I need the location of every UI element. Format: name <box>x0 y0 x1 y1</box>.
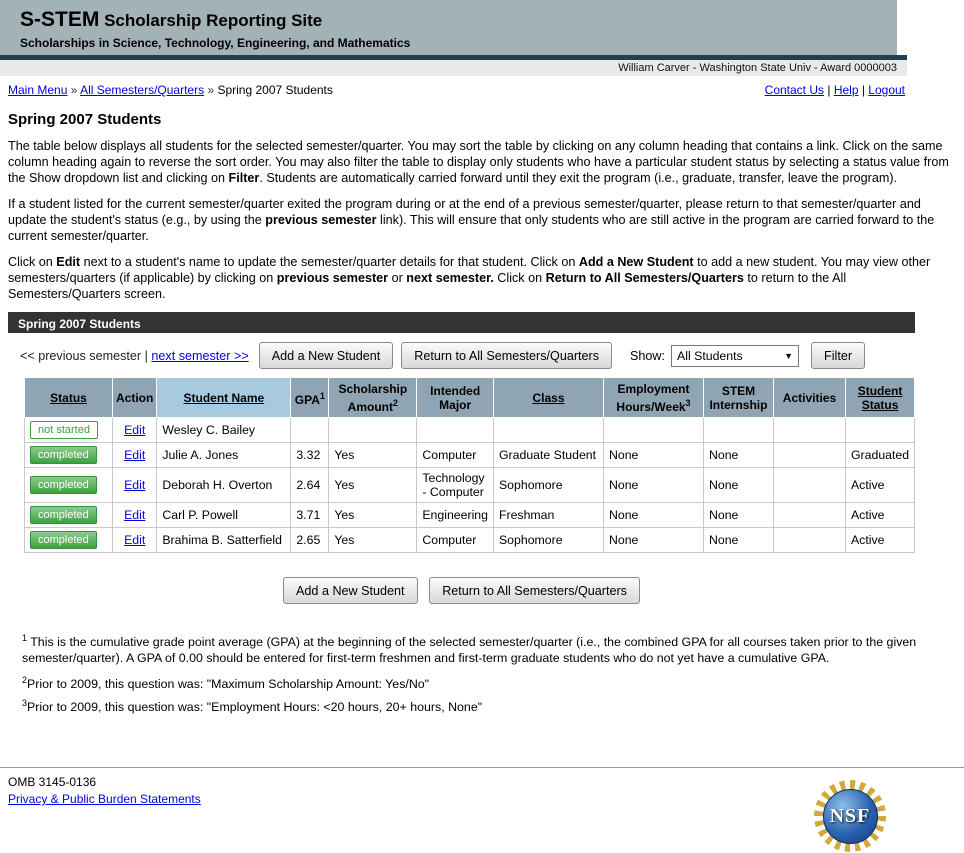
omb-number: OMB 3145-0136 <box>8 775 97 789</box>
cell-class <box>493 418 603 443</box>
footnote: $^3$Prior to 2009, this question was: "Employment Hours: <20 hours, 20+ hours, None" <box>22 698 483 715</box>
column-header-activities: Activities <box>773 378 845 418</box>
action-cell <box>113 443 157 468</box>
cell-student_status <box>845 418 914 443</box>
column-header-name[interactable]: Student Name <box>157 378 291 418</box>
nav-links <box>765 83 905 97</box>
page-title: Spring 2007 Students <box>8 111 162 128</box>
status-cell <box>25 418 113 443</box>
action-cell <box>113 503 157 528</box>
cell-employment: None <box>603 503 703 528</box>
footnote: $^1$ This is the cumulative grade point average (GPA) at the beginning of the selected semester/quarter (i.e., the combined GPA for all courses taken prior to the given semester/quarter). A GPA of 0.00 should be entered for first-term freshmen and first-term graduate students who do not yet have a cumulative GPA. <box>22 633 917 666</box>
cell-internship: None <box>703 528 773 553</box>
intro-paragraph: The table below displays all students for the selected semester/quarter. You may sort the table by clicking on any column heading that contains a link. Click on the same column heading again to reverse the sort order. You may also filter the table to display only students who have a particular student status by selecting a status value from the Show dropdown list and clicking on Filter. Students are automatically carried forward until they exit the program (i.e., graduate, transfer, leave the program). <box>8 139 949 185</box>
cell-class: Sophomore <box>493 468 603 503</box>
status-cell <box>25 503 113 528</box>
cell-student_status: Active <box>845 528 914 553</box>
previous-semester-text: << previous semester <box>20 348 142 363</box>
cell-gpa <box>291 418 329 443</box>
breadcrumb-separator: » <box>67 83 81 97</box>
table-header-row <box>25 378 915 418</box>
footnote: $^2$Prior to 2009, this question was: "Maximum Scholarship Amount: Yes/No" <box>22 675 430 692</box>
footnotes <box>22 630 947 715</box>
semester-nav <box>20 349 249 363</box>
cell-student_status: Active <box>845 503 914 528</box>
column-header-class[interactable]: Class <box>493 378 603 418</box>
site-subtitle: Scholarships in Science, Technology, Engineering, and Mathematics <box>20 36 411 50</box>
next-semester-link[interactable]: next semester >> <box>151 348 249 363</box>
cell-name: Carl P. Powell <box>157 503 291 528</box>
cell-student_status: Graduated <box>845 443 914 468</box>
column-header-action: Action <box>113 378 157 418</box>
nav-link-help[interactable]: Help <box>833 83 859 97</box>
filter-button[interactable]: Filter <box>811 342 865 369</box>
student-row <box>25 443 915 468</box>
masthead <box>0 0 897 55</box>
status-badge: completed <box>30 476 97 494</box>
column-header-major: Intended Major <box>417 378 494 418</box>
show-status-selected-value: All Students <box>677 348 743 363</box>
nav-separator: | <box>824 83 834 97</box>
student-row <box>25 528 915 553</box>
nav-link-logout[interactable]: Logout <box>868 83 905 97</box>
intro-paragraphs <box>8 138 956 302</box>
cell-scholarship: Yes <box>329 443 417 468</box>
column-header-gpa: GPA$^1$ <box>291 378 329 418</box>
column-header-student_status[interactable]: Student Status <box>845 378 914 418</box>
status-badge: completed <box>30 506 97 524</box>
cell-gpa: 3.71 <box>291 503 329 528</box>
nsf-logo-text: NSF <box>829 804 871 827</box>
action-cell <box>113 468 157 503</box>
cell-employment: None <box>603 443 703 468</box>
students-table-body <box>25 418 915 553</box>
intro-paragraph: Click on Edit next to a student's name to update the semester/quarter details for that student. Click on Add a New Student to add a new student. You may view other semesters/quarters (if applicable) by clicking on previous semester or next semester. Click on Return to All Semesters/Quarters to return to the All Semesters/Quarters screen. <box>8 255 931 301</box>
edit-link[interactable]: Edit <box>124 478 146 492</box>
site-title-rest: Scholarship Reporting Site <box>99 11 323 30</box>
cell-employment: None <box>603 528 703 553</box>
cell-scholarship: Yes <box>329 503 417 528</box>
edit-link[interactable]: Edit <box>124 508 146 522</box>
footer <box>0 767 964 827</box>
toolbar <box>20 342 964 369</box>
cell-internship: None <box>703 443 773 468</box>
cell-class: Sophomore <box>493 528 603 553</box>
cell-activities <box>773 443 845 468</box>
column-header-employment: Employment Hours/Week$^3$ <box>603 378 703 418</box>
column-header-scholarship: Scholarship Amount$^2$ <box>329 378 417 418</box>
cell-activities <box>773 418 845 443</box>
column-header-status[interactable]: Status <box>25 378 113 418</box>
cell-gpa: 2.64 <box>291 468 329 503</box>
breadcrumb-item[interactable]: Main Menu <box>8 83 68 97</box>
cell-internship <box>703 418 773 443</box>
show-label: Show: <box>630 348 666 363</box>
column-header-internship: STEM Internship <box>703 378 773 418</box>
nav-separator: | <box>858 83 869 97</box>
student-row <box>25 468 915 503</box>
nsf-logo <box>814 780 886 852</box>
edit-link[interactable]: Edit <box>124 448 146 462</box>
status-badge: completed <box>30 531 97 549</box>
student-row <box>25 503 915 528</box>
edit-link[interactable]: Edit <box>124 423 146 437</box>
cell-employment: None <box>603 468 703 503</box>
cell-gpa: 3.32 <box>291 443 329 468</box>
chevron-down-icon: ▼ <box>784 350 794 361</box>
cell-scholarship: Yes <box>329 468 417 503</box>
edit-link[interactable]: Edit <box>124 533 146 547</box>
action-cell <box>113 528 157 553</box>
students-table <box>24 377 915 553</box>
breadcrumb-item: Spring 2007 Students <box>217 83 333 97</box>
cell-scholarship: Yes <box>329 528 417 553</box>
nav-link-contact-us[interactable]: Contact Us <box>764 83 825 97</box>
cell-class: Freshman <box>493 503 603 528</box>
status-badge: not started <box>30 421 98 439</box>
show-status-select[interactable] <box>671 345 799 367</box>
cell-major: Technology - Computer <box>417 468 494 503</box>
cell-activities <box>773 503 845 528</box>
cell-name: Wesley C. Bailey <box>157 418 291 443</box>
cell-major <box>417 418 494 443</box>
add-student-button-bottom[interactable]: Add a New Student <box>283 577 418 604</box>
semester-nav-divider: | <box>144 348 148 363</box>
site-title <box>20 8 897 32</box>
breadcrumb-separator: » <box>204 83 218 97</box>
cell-name: Brahima B. Satterfield <box>157 528 291 553</box>
cell-scholarship <box>329 418 417 443</box>
cell-major: Computer <box>417 528 494 553</box>
cell-major: Engineering <box>417 503 494 528</box>
cell-name: Julie A. Jones <box>157 443 291 468</box>
status-cell <box>25 528 113 553</box>
cell-internship: None <box>703 503 773 528</box>
cell-activities <box>773 468 845 503</box>
cell-class: Graduate Student <box>493 443 603 468</box>
add-student-button[interactable]: Add a New Student <box>259 342 394 369</box>
section-header: Spring 2007 Students <box>8 312 915 333</box>
status-cell <box>25 468 113 503</box>
cell-name: Deborah H. Overton <box>157 468 291 503</box>
privacy-statements-link[interactable]: Privacy & Public Burden Statements <box>8 792 201 806</box>
return-all-semesters-button[interactable]: Return to All Semesters/Quarters <box>401 342 612 369</box>
site-title-prefix: S-STEM <box>20 8 100 31</box>
status-badge: completed <box>30 446 97 464</box>
cell-gpa: 2.65 <box>291 528 329 553</box>
cell-student_status: Active <box>845 468 914 503</box>
bottom-buttons <box>24 577 907 604</box>
breadcrumb-item[interactable]: All Semesters/Quarters <box>80 83 205 97</box>
cell-major: Computer <box>417 443 494 468</box>
user-info-bar: William Carver - Washington State Univ - Award 0000003 <box>0 60 907 76</box>
cell-internship: None <box>703 468 773 503</box>
status-cell <box>25 443 113 468</box>
intro-paragraph: If a student listed for the current semester/quarter exited the program during or at the end of a previous semester/quarter, please return to that semester/quarter and update the student's status (e.g., by using the previous semester link). This will ensure that only students who are still active in the program are carried forward to the current semester/quarter. <box>8 197 935 243</box>
breadcrumb-row <box>0 76 907 97</box>
breadcrumb <box>8 83 333 97</box>
student-row <box>25 418 915 443</box>
cell-activities <box>773 528 845 553</box>
nsf-globe-icon <box>823 789 878 844</box>
action-cell <box>113 418 157 443</box>
cell-employment <box>603 418 703 443</box>
return-all-semesters-button-bottom[interactable]: Return to All Semesters/Quarters <box>429 577 640 604</box>
